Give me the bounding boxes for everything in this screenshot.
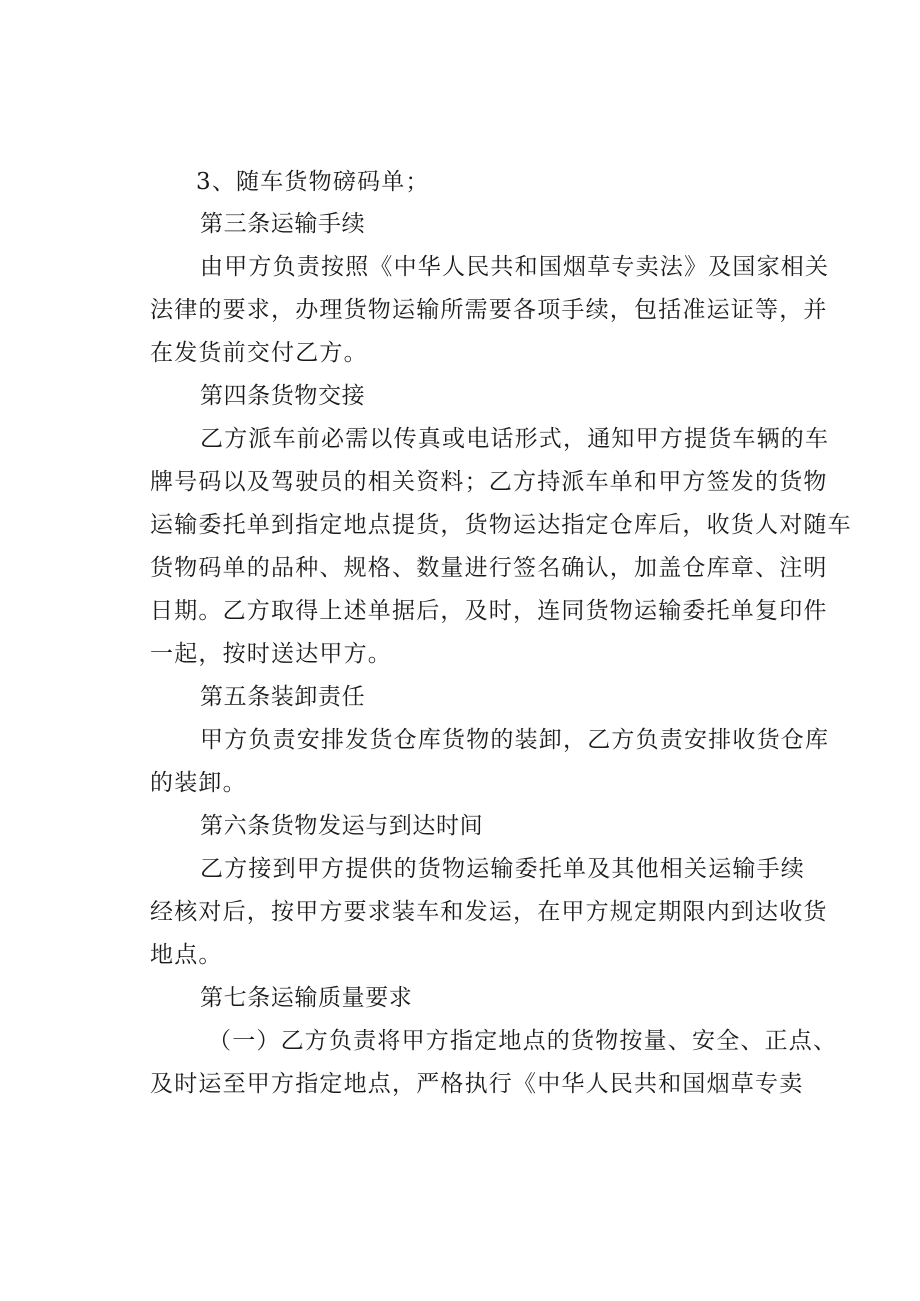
paragraph-line: 乙方派车前必需以传真或电话形式，通知甲方提货车辆的车 — [200, 426, 830, 452]
paragraph-line: 及时运至甲方指定地点，严格执行《中华人民共和国烟草专卖 — [150, 1071, 804, 1097]
section-heading-article-4: 第四条货物交接 — [200, 383, 366, 409]
paragraph-line: 在发货前交付乙方。 — [150, 340, 368, 366]
section-heading-article-6: 第六条货物发运与到达时间 — [200, 813, 484, 839]
paragraph-line: 经核对后，按甲方要求装车和发运，在甲方规定期限内到达收货 — [150, 899, 828, 925]
paragraph-line: 货物码单的品种、规格、数量进行签名确认，加盖仓库章、注明 — [150, 555, 828, 581]
list-item-3: 3、随车货物磅码单； — [196, 169, 430, 195]
paragraph-line: （一）乙方负责将甲方指定地点的货物按量、安全、正点、 — [208, 1028, 838, 1054]
paragraph-line: 牌号码以及驾驶员的相关资料；乙方持派车单和甲方签发的货物 — [150, 469, 828, 495]
paragraph-line: 甲方负责安排发货仓库货物的装卸，乙方负责安排收货仓库 — [200, 727, 830, 753]
section-heading-article-7: 第七条运输质量要求 — [200, 985, 413, 1011]
paragraph-line: 由甲方负责按照《中华人民共和国烟草专卖法》及国家相关 — [200, 254, 830, 280]
paragraph-line: 地点。 — [150, 942, 223, 968]
paragraph-line: 一起，按时送达甲方。 — [150, 641, 392, 667]
section-heading-article-3: 第三条运输手续 — [200, 211, 366, 237]
paragraph-line: 法律的要求，办理货物运输所需要各项手续，包括准运证等，并 — [150, 297, 828, 323]
paragraph-line: 运输委托单到指定地点提货，货物运达指定仓库后，收货人对随车 — [150, 512, 852, 538]
paragraph-line: 的装卸。 — [150, 770, 247, 796]
paragraph-line: 日期。乙方取得上述单据后，及时，连同货物运输委托单复印件 — [150, 598, 828, 624]
paragraph-line: 乙方接到甲方提供的货物运输委托单及其他相关运输手续 — [200, 856, 805, 882]
section-heading-article-5: 第五条装卸责任 — [200, 684, 366, 710]
